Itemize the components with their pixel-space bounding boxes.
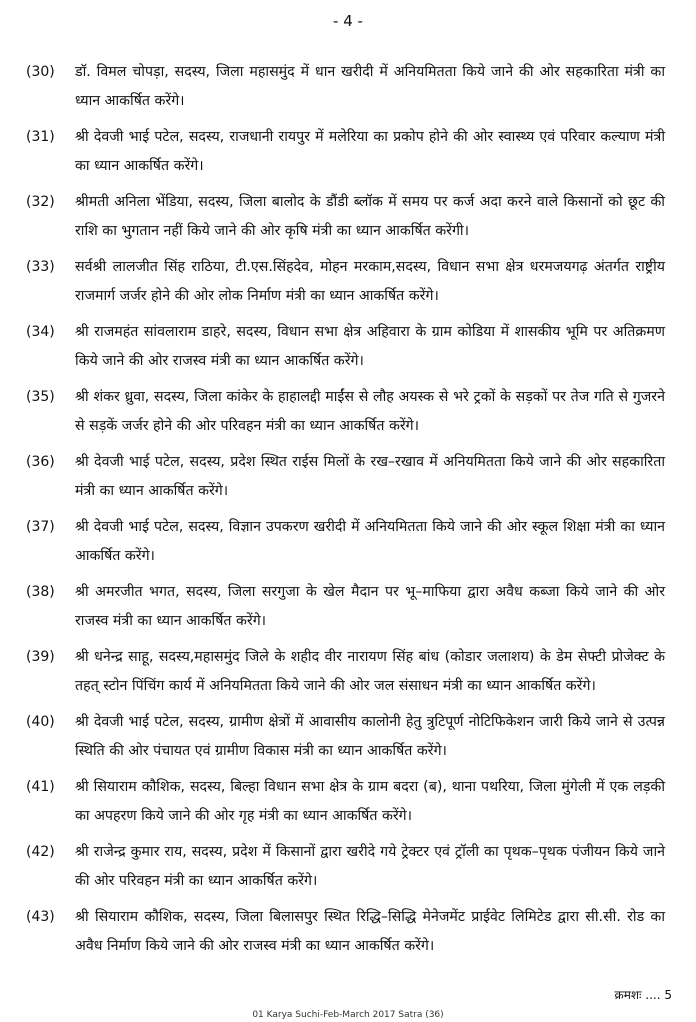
- list-item: [0, 838, 696, 896]
- list-item: [0, 58, 696, 116]
- item-number: (43): [26, 909, 55, 925]
- footer-filename: 01 Karya Suchi-Feb-March 2017 Satra (36): [252, 1010, 444, 1020]
- item-text: श्री शंकर ध्रुवा, सदस्य, जिला कांकेर के हाहालद्दी माईंस से लौह अयस्क से भरे ट्रकों के सड़कों पर तेज गति से गुजरने से सड़कें जर्जर होने की ओर परिवहन मंत्री का ध्यान आकर्षित करेंगे।: [75, 389, 665, 434]
- item-number: (33): [26, 259, 55, 275]
- list-item: [0, 318, 696, 376]
- item-text: श्री देवजी भाई पटेल, सदस्य, प्रदेश स्थित राईस मिलों के रख–रखाव में अनियमितता किये जाने की ओर सहकारिता मंत्री का ध्यान आकर्षित करेंगे।: [75, 454, 665, 499]
- item-text: श्री सियाराम कौशिक, सदस्य, बिल्हा विधान सभा क्षेत्र के ग्राम बदरा (ब), थाना पथरिया, जिला मुंगेली में एक लड़की का अपहरण किये जाने की ओर गृह मंत्री का ध्यान आकर्षित करेंगे।: [75, 779, 665, 824]
- item-text: श्री राजेन्द्र कुमार राय, सदस्य, प्रदेश में किसानों द्वारा खरीदे गये ट्रेक्टर एवं ट्रॉली का पृथक–पृथक पंजीयन किये जाने की ओर परिवहन मंत्री का ध्यान आकर्षित करेंगे।: [75, 844, 665, 889]
- item-text: श्री देवजी भाई पटेल, सदस्य, ग्रामीण क्षेत्रों में आवासीय कालोनी हेतु त्रुटिपूर्ण नोटिफिकेशन जारी किये जाने से उत्पन्न स्थिति की ओर पंचायत एवं ग्रामीण विकास मंत्री का ध्यान आकर्षित करेंगे।: [75, 714, 665, 759]
- item-text: श्रीमती अनिला भेंडिया, सदस्य, जिला बालोद के डौंडी ब्लॉक में समय पर कर्ज अदा करने वाले किसानों को छूट की राशि का भुगतान नहीं किये जाने की ओर कृषि मंत्री का ध्यान आकर्षित करेंगी।: [75, 194, 665, 239]
- list-item: [0, 448, 696, 506]
- item-text: श्री सियाराम कौशिक, सदस्य, जिला बिलासपुर स्थित रिद्धि–सिद्धि मेनेजमेंट प्राईवेट लिमिटेड द्वारा सी.सी. रोड का अवैध निर्माण किये जाने की ओर राजस्व मंत्री का ध्यान आकर्षित करेंगे।: [75, 909, 665, 954]
- item-number: (41): [26, 779, 55, 795]
- notice-list: [0, 58, 696, 968]
- item-number: (40): [26, 714, 55, 730]
- item-text: श्री धनेन्द्र साहू, सदस्य,महासमुंद जिले के शहीद वीर नारायण सिंह बांध (कोडार जलाशय) के डेम सेफ्टी प्रोजेक्ट के तहत् स्टोन पिंचिंग कार्य में अनियमितता किये जाने की ओर जल संसाधन मंत्री का ध्यान आकर्षित करेंगे।: [75, 649, 665, 694]
- list-item: [0, 903, 696, 961]
- item-number: (39): [26, 649, 55, 665]
- item-text: श्री देवजी भाई पटेल, सदस्य, विज्ञान उपकरण खरीदी में अनियमितता किये जाने की ओर स्कूल शिक्षा मंत्री का ध्यान आकर्षित करेंगे।: [75, 519, 665, 564]
- item-number: (31): [26, 129, 55, 145]
- item-number: (38): [26, 584, 55, 600]
- item-number: (35): [26, 389, 55, 405]
- item-number: (42): [26, 844, 55, 860]
- list-item: [0, 253, 696, 311]
- list-item: [0, 188, 696, 246]
- continued-note: क्रमशः .... 5: [614, 988, 672, 1002]
- item-number: (30): [26, 64, 55, 80]
- list-item: [0, 773, 696, 831]
- page-number: - 4 -: [333, 12, 363, 30]
- item-text: श्री राजमहंत सांवलाराम डाहरे, सदस्य, विधान सभा क्षेत्र अहिवारा के ग्राम कोडिया में शासकीय भूमि पर अतिक्रमण किये जाने की ओर राजस्व मंत्री का ध्यान आकर्षित करेंगे।: [75, 324, 665, 369]
- item-number: (36): [26, 454, 55, 470]
- item-number: (34): [26, 324, 55, 340]
- item-number: (37): [26, 519, 55, 535]
- list-item: [0, 123, 696, 181]
- list-item: [0, 513, 696, 571]
- list-item: [0, 708, 696, 766]
- list-item: [0, 383, 696, 441]
- item-text: श्री देवजी भाई पटेल, सदस्य, राजधानी रायपुर में मलेरिया का प्रकोप होने की ओर स्वास्थ्य एवं परिवार कल्याण मंत्री का ध्यान आकर्षित करेंगे।: [75, 129, 665, 174]
- item-text: श्री अमरजीत भगत, सदस्य, जिला सरगुजा के खेल मैदान पर भू–माफिया द्वारा अवैध कब्जा किये जाने की ओर राजस्व मंत्री का ध्यान आकर्षित करेंगे।: [75, 584, 665, 629]
- item-text: सर्वश्री लालजीत सिंह राठिया, टी.एस.सिंहदेव, मोहन मरकाम,सदस्य, विधान सभा क्षेत्र धरमजयगढ़ अंतर्गत राष्ट्रीय राजमार्ग जर्जर होने की ओर लोक निर्माण मंत्री का ध्यान आकर्षित करेंगे।: [75, 259, 665, 304]
- item-number: (32): [26, 194, 55, 210]
- list-item: [0, 643, 696, 701]
- item-text: डॉ. विमल चोपड़ा, सदस्य, जिला महासमुंद में धान खरीदी में अनियमितता किये जाने की ओर सहकारिता मंत्री का ध्यान आकर्षित करेंगे।: [75, 64, 665, 109]
- list-item: [0, 578, 696, 636]
